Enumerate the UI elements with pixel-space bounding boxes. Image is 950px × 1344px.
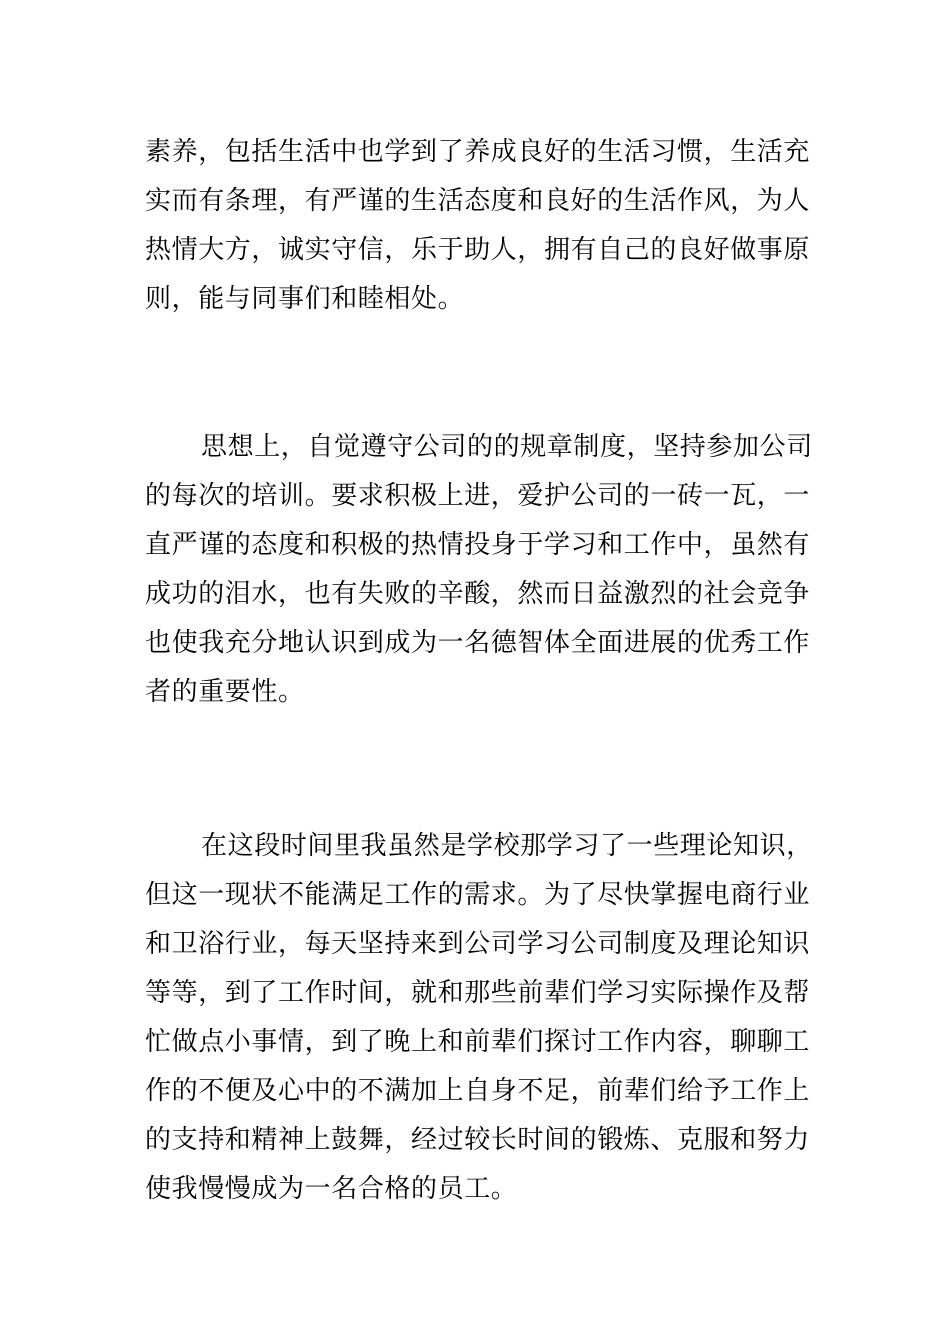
paragraph-line: 成功的泪水，也有失败的辛酸，然而日益激烈的社会竞争 [145, 579, 811, 609]
paragraph-line: 素养，包括生活中也学到了养成良好的生活习惯，生活充 [145, 137, 811, 167]
paragraph-line: 思想上，自觉遵守公司的的规章制度，坚持参加公司 [201, 432, 813, 462]
paragraph-line: 直严谨的态度和积极的热情投身于学习和工作中，虽然有 [145, 530, 811, 560]
paragraph-line: 者的重要性。 [145, 677, 305, 707]
paragraph-line: 则，能与同事们和睦相处。 [145, 284, 465, 314]
paragraph-line: 等等，到了工作时间，就和那些前辈们学习实际操作及帮 [145, 978, 811, 1008]
paragraph-line: 热情大方，诚实守信，乐于助人，拥有自己的良好做事原 [145, 235, 811, 265]
paragraph-line: 实而有条理，有严谨的生活态度和良好的生活作风，为人 [145, 186, 811, 216]
paragraph-line: 忙做点小事情，到了晚上和前辈们探讨工作内容，聊聊工 [145, 1027, 811, 1057]
paragraph-line: 使我慢慢成为一名合格的员工。 [145, 1174, 518, 1204]
paragraph-line: 作的不便及心中的不满加上自身不足，前辈们给予工作上 [145, 1076, 811, 1106]
paragraph-line: 的支持和精神上鼓舞，经过较长时间的锻炼、克服和努力 [145, 1125, 811, 1155]
paragraph-2 [145, 423, 813, 717]
paragraph-line: 和卫浴行业，每天坚持来到公司学习公司制度及理论知识 [145, 929, 811, 959]
paragraph-1 [145, 128, 810, 324]
paragraph-line: 在这段时间里我虽然是学校那学习了一些理论知识， [201, 831, 813, 861]
paragraph-line: 但这一现状不能满足工作的需求。为了尽快掌握电商行业 [145, 880, 811, 910]
paragraph-line: 也使我充分地认识到成为一名德智体全面进展的优秀工作 [145, 628, 811, 658]
paragraph-line: 的每次的培训。要求积极上进，爱护公司的一砖一瓦，一 [145, 481, 811, 511]
paragraph-3 [145, 822, 813, 1214]
